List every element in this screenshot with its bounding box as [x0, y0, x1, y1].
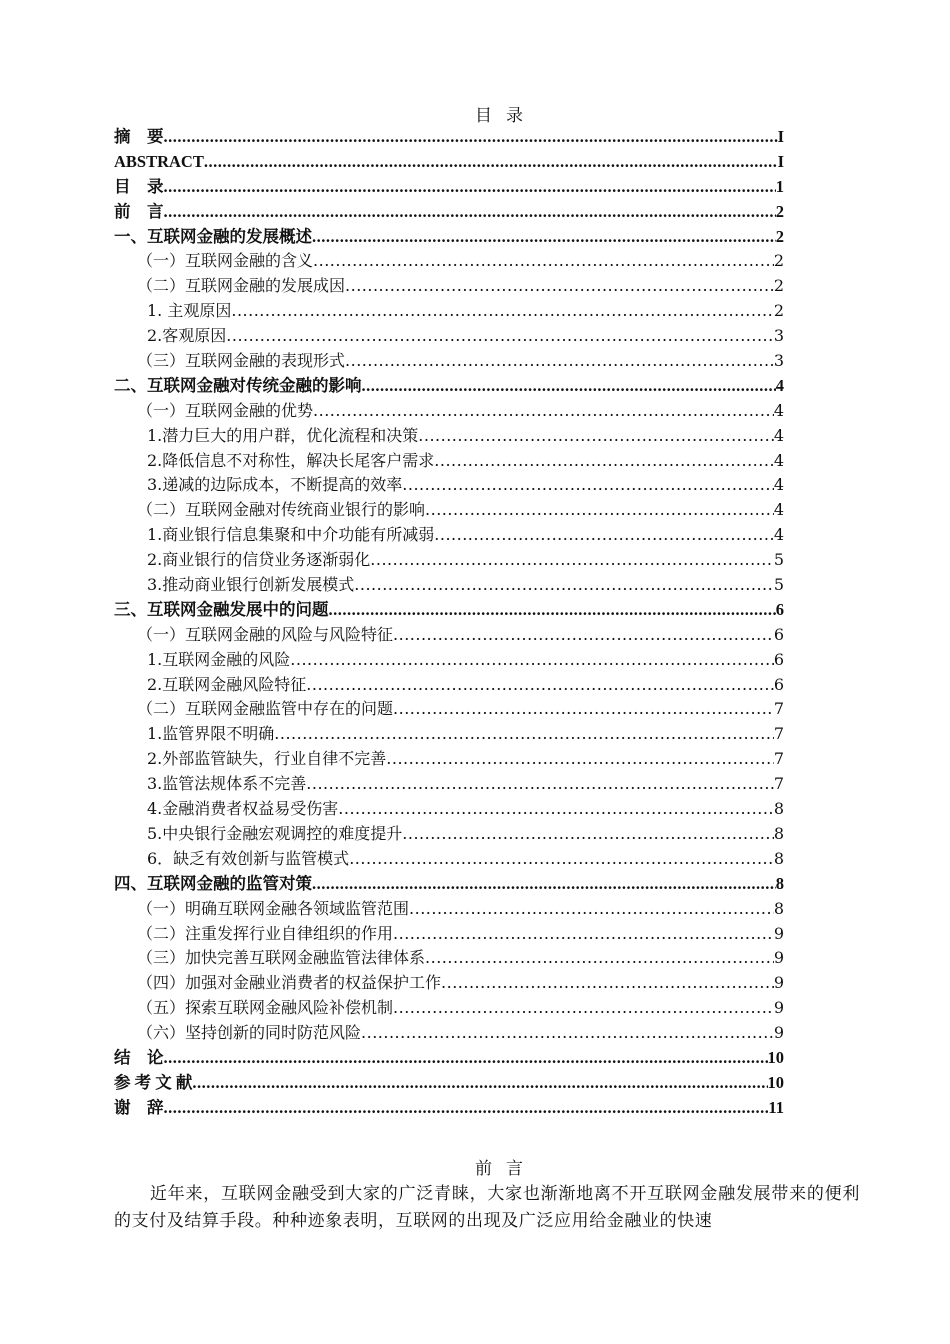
toc-leader-dots [274, 722, 774, 747]
toc-entry-page: 9 [773, 973, 784, 993]
toc-entry-page: 1 [775, 176, 784, 196]
toc-entry-page: 4 [773, 475, 784, 495]
toc-entry-page: 4 [773, 525, 784, 545]
toc-leader-dots [402, 473, 774, 498]
toc-entry[interactable] [114, 1021, 784, 1046]
toc-entry-label: 2.客观原因 [147, 326, 227, 346]
preface-paragraph: 近年来，互联网金融受到大家的广泛青睐，大家也渐渐地离不开互联网金融发展带来的便利的支付及结算手段。种种迹象表明，互联网的出现及广泛应用给金融业的快速 [114, 1184, 860, 1231]
toc-leader-dots [362, 374, 776, 399]
toc-entry[interactable] [114, 1046, 784, 1071]
toc-entry-page: 8 [773, 898, 784, 918]
toc-entry[interactable] [114, 971, 784, 996]
toc-entry-label: 一、互联网金融的发展概述 [114, 226, 312, 246]
toc-entry-label: ABSTRACT [114, 151, 204, 171]
toc-entry-page: 7 [773, 724, 784, 744]
toc-entry-label: 结 论 [114, 1047, 164, 1067]
toc-leader-dots [354, 573, 774, 598]
toc-entry[interactable] [114, 424, 784, 449]
toc-entry[interactable] [114, 847, 784, 872]
toc-entry[interactable] [114, 324, 784, 349]
toc-entry-page: 4 [775, 375, 784, 395]
toc-leader-dots [226, 324, 774, 349]
toc-entry[interactable] [114, 623, 784, 648]
toc-entry-page: 7 [773, 699, 784, 719]
toc-leader-dots [204, 150, 778, 175]
toc-entry[interactable] [114, 772, 784, 797]
toc-leader-dots [386, 747, 774, 772]
toc-entry-page: I [777, 127, 784, 146]
toc-entry-label: 1.商业银行信息集聚和中介功能有所减弱 [147, 525, 435, 545]
toc-entry-page: 8 [775, 873, 784, 893]
toc-entry[interactable] [114, 946, 784, 971]
toc-entry-label: （二）互联网金融对传统商业银行的影响 [137, 500, 426, 520]
toc-entry-page: 8 [773, 848, 784, 868]
toc-entry[interactable] [114, 673, 784, 698]
toc-entry-label: 4.金融消费者权益易受伤害 [147, 799, 339, 819]
toc-entry-page: 9 [773, 948, 784, 968]
toc-entry-label: （一）互联网金融的优势 [137, 400, 314, 420]
toc-entry-label: （五）探索互联网金融风险补偿机制 [137, 998, 394, 1018]
toc-title: 目录 [475, 106, 537, 126]
toc-entry-label: （二）互联网金融监管中存在的问题 [137, 699, 394, 719]
toc-entry[interactable] [114, 822, 784, 847]
toc-entry[interactable] [114, 996, 784, 1021]
toc-entry-label: 1.潜力巨大的用户群，优化流程和决策 [147, 425, 419, 445]
toc-entry[interactable] [114, 175, 784, 200]
toc-entry-page: 4 [773, 450, 784, 470]
toc-entry-page: 3 [773, 326, 784, 346]
toc-entry-page: 9 [773, 1023, 784, 1043]
toc-leader-dots [312, 225, 776, 250]
toc-entry-label: 6．缺乏有效创新与监管模式 [147, 848, 350, 868]
toc-entry[interactable] [114, 498, 784, 523]
toc-leader-dots [192, 1071, 767, 1096]
toc-entry[interactable] [114, 299, 784, 324]
table-of-contents [114, 125, 784, 1121]
toc-entry-label: （二）互联网金融的发展成因 [137, 276, 346, 296]
toc-leader-dots [338, 797, 774, 822]
toc-entry[interactable] [114, 349, 784, 374]
toc-leader-dots [290, 648, 774, 673]
toc-leader-dots [434, 449, 774, 474]
toc-leader-dots [434, 523, 774, 548]
toc-leader-dots [393, 623, 774, 648]
toc-entry-label: 5.中央银行金融宏观调控的难度提升 [147, 823, 403, 843]
toc-leader-dots [345, 274, 774, 299]
toc-entry-page: 4 [773, 400, 784, 420]
toc-leader-dots [164, 175, 776, 200]
toc-entry-page: 6 [773, 649, 784, 669]
toc-leader-dots [393, 922, 774, 947]
toc-entry[interactable] [114, 125, 784, 150]
toc-leader-dots [329, 598, 776, 623]
toc-entry[interactable] [114, 523, 784, 548]
toc-leader-dots [418, 424, 774, 449]
toc-entry-label: （三）互联网金融的表现形式 [137, 351, 346, 371]
toc-entry-label: （一）互联网金融的风险与风险特征 [137, 624, 394, 644]
toc-entry[interactable] [114, 374, 784, 399]
toc-entry[interactable] [114, 274, 784, 299]
toc-entry-label: （一）明确互联网金融各领域监管范围 [137, 898, 410, 918]
toc-entry-label: 前 言 [114, 201, 164, 221]
toc-entry[interactable] [114, 747, 784, 772]
toc-entry[interactable] [114, 449, 784, 474]
toc-entry-page: 5 [773, 550, 784, 570]
toc-leader-dots [313, 399, 774, 424]
toc-entry-label: 四、互联网金融的监管对策 [114, 873, 312, 893]
toc-entry-label: 参 考 文 献 [114, 1072, 193, 1092]
toc-leader-dots [164, 125, 778, 150]
toc-entry-page: 7 [773, 749, 784, 769]
toc-entry-label: （四）加强对金融业消费者的权益保护工作 [137, 973, 442, 993]
toc-entry[interactable] [114, 797, 784, 822]
toc-entry-page: 4 [773, 425, 784, 445]
toc-entry-page: 2 [773, 251, 784, 271]
toc-entry-page: 10 [767, 1072, 784, 1092]
toc-entry-page: 3 [773, 351, 784, 371]
toc-entry-page: 9 [773, 998, 784, 1018]
toc-leader-dots [313, 249, 774, 274]
toc-entry[interactable] [114, 722, 784, 747]
toc-entry[interactable] [114, 1071, 784, 1096]
toc-entry-label: （三）加快完善互联网金融监管法律体系 [137, 948, 426, 968]
toc-entry-label: 二、互联网金融对传统金融的影响 [114, 375, 362, 395]
toc-entry-page: 2 [775, 226, 784, 246]
toc-entry-label: 1.互联网金融的风险 [147, 649, 291, 669]
toc-entry[interactable] [114, 249, 784, 274]
toc-entry-label: 2.互联网金融风险特征 [147, 674, 307, 694]
toc-entry-label: 2.商业银行的信贷业务逐渐弱化 [147, 550, 371, 570]
toc-entry-page: 2 [773, 301, 784, 321]
toc-leader-dots [425, 498, 774, 523]
toc-entry-label: （二）注重发挥行业自律组织的作用 [137, 923, 394, 943]
toc-entry-label: 三、互联网金融发展中的问题 [114, 599, 329, 619]
toc-leader-dots [164, 1046, 768, 1071]
toc-entry[interactable] [114, 872, 784, 897]
toc-entry-label: （一）互联网金融的含义 [137, 251, 314, 271]
toc-entry[interactable] [114, 1096, 784, 1121]
toc-entry[interactable] [114, 648, 784, 673]
toc-entry[interactable] [114, 573, 784, 598]
toc-leader-dots [306, 673, 774, 698]
toc-entry[interactable] [114, 897, 784, 922]
toc-entry-page: 9 [773, 923, 784, 943]
toc-leader-dots [345, 349, 774, 374]
toc-leader-dots [409, 897, 774, 922]
toc-entry[interactable] [114, 473, 784, 498]
toc-leader-dots [393, 697, 774, 722]
toc-entry-label: 3.监管法规体系不完善 [147, 774, 307, 794]
toc-entry-page: 11 [768, 1097, 784, 1117]
toc-leader-dots [441, 971, 774, 996]
toc-entry-label: 摘 要 [114, 127, 164, 146]
toc-entry-page: 10 [767, 1047, 784, 1067]
toc-leader-dots [164, 200, 776, 225]
toc-entry-page: 6 [773, 674, 784, 694]
toc-leader-dots [393, 996, 774, 1021]
toc-leader-dots [370, 548, 774, 573]
toc-entry[interactable] [114, 200, 784, 225]
toc-entry[interactable] [114, 399, 784, 424]
toc-entry[interactable] [114, 150, 784, 175]
toc-entry[interactable] [114, 697, 784, 722]
toc-entry-label: 2.降低信息不对称性，解决长尾客户需求 [147, 450, 435, 470]
toc-entry-page: 5 [773, 575, 784, 595]
toc-entry-page: 8 [773, 799, 784, 819]
toc-entry[interactable] [114, 598, 784, 623]
toc-leader-dots [361, 1021, 774, 1046]
toc-entry-page: I [777, 151, 784, 171]
toc-entry-label: 1.监管界限不明确 [147, 724, 275, 744]
toc-entry-page: 6 [773, 624, 784, 644]
toc-leader-dots [349, 847, 774, 872]
toc-leader-dots [312, 872, 776, 897]
toc-entry-page: 8 [773, 823, 784, 843]
toc-entry-label: 2.外部监管缺失，行业自律不完善 [147, 749, 387, 769]
toc-entry-label: （六）坚持创新的同时防范风险 [137, 1023, 362, 1043]
toc-entry-page: 2 [775, 201, 784, 221]
toc-leader-dots [231, 299, 773, 324]
toc-entry-label: 谢 辞 [114, 1097, 164, 1117]
toc-entry-page: 4 [773, 500, 784, 520]
toc-entry-page: 2 [773, 276, 784, 296]
toc-entry-label: 目 录 [114, 176, 164, 196]
toc-leader-dots [164, 1096, 769, 1121]
toc-entry-label: 3.递减的边际成本，不断提高的效率 [147, 475, 403, 495]
toc-entry-page: 7 [773, 774, 784, 794]
toc-leader-dots [306, 772, 774, 797]
toc-entry-label: 3.推动商业银行创新发展模式 [147, 575, 355, 595]
toc-entry[interactable] [114, 922, 784, 947]
toc-leader-dots [425, 946, 774, 971]
toc-entry-page: 6 [775, 599, 784, 619]
toc-entry-label: 1. 主观原因 [147, 301, 232, 321]
preface-title: 前言 [475, 1159, 537, 1179]
toc-leader-dots [402, 822, 774, 847]
toc-entry[interactable] [114, 548, 784, 573]
toc-entry[interactable] [114, 225, 784, 250]
